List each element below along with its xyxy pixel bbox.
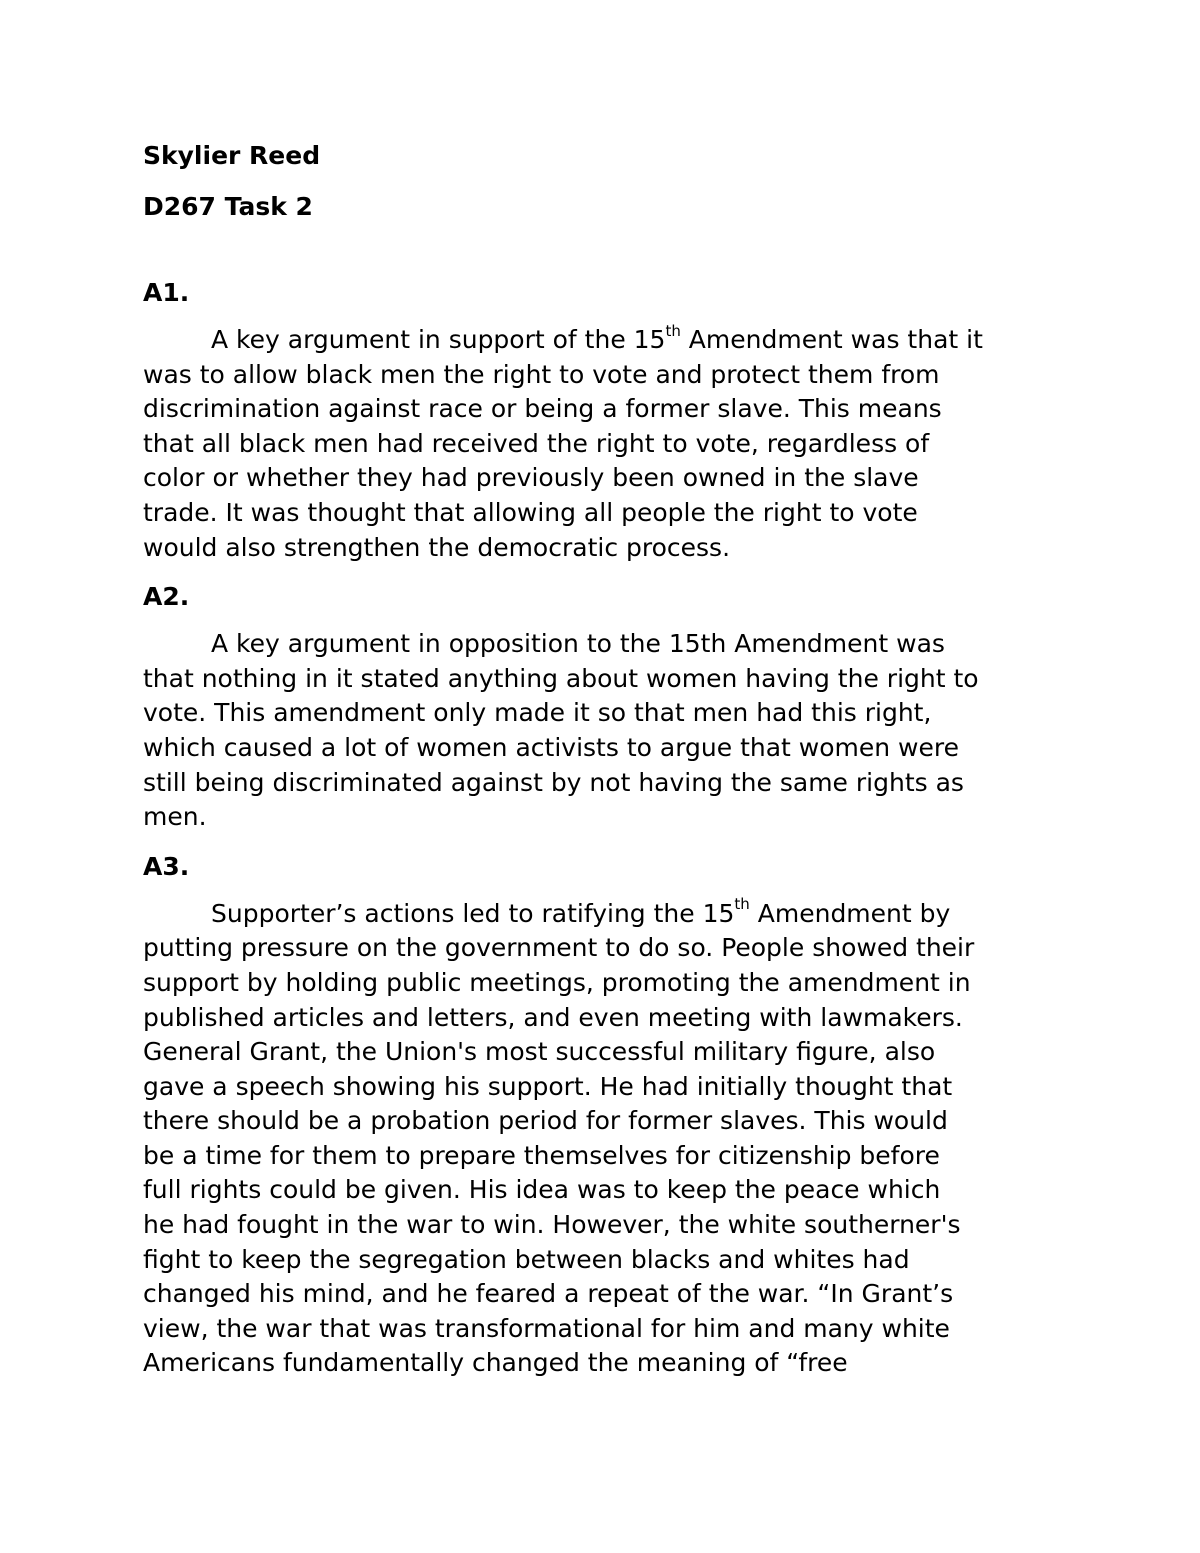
paragraph-line: Supporter’s actions led to ratifying the 15th Amendment by: [211, 895, 951, 928]
paragraph-line: trade. It was thought that allowing all people the right to vote: [143, 497, 918, 527]
section-heading-a2: A2.: [143, 582, 190, 612]
paragraph-line: A key argument in opposition to the 15th Amendment was: [211, 629, 945, 659]
paragraph-line: full rights could be given. His idea was to keep the peace which: [143, 1175, 941, 1205]
paragraph-line: gave a speech showing his support. He had initially thought that: [143, 1071, 953, 1101]
paragraph-line: which caused a lot of women activists to argue that women were: [143, 732, 959, 762]
paragraph-a3: [143, 897, 1083, 1381]
author-name: Skylier Reed: [143, 141, 321, 170]
paragraph-line: color or whether they had previously been owned in the slave: [143, 463, 919, 493]
paragraph-line: Americans fundamentally changed the meaning of “free: [143, 1348, 848, 1378]
paragraph-line: that all black men had received the right to vote, regardless of: [143, 428, 930, 458]
paragraph-line: changed his mind, and he feared a repeat of the war. “In Grant’s: [143, 1279, 954, 1309]
paragraph-line: men.: [143, 802, 207, 832]
paragraph-line: General Grant, the Union's most successful military figure, also: [143, 1037, 936, 1067]
spacer: [143, 240, 1083, 275]
paragraph-line: would also strengthen the democratic process.: [143, 532, 731, 562]
paragraph-a1: [143, 323, 1083, 565]
paragraph-line: still being discriminated against by not having the same rights as: [143, 767, 964, 797]
superscript: th: [665, 321, 681, 340]
paragraph-line: view, the war that was transformational for him and many white: [143, 1313, 950, 1343]
superscript: th: [734, 895, 750, 914]
course-title: D267 Task 2: [143, 192, 313, 221]
paragraph-line: support by holding public meetings, promoting the amendment in: [143, 967, 971, 997]
paragraph-line: was to allow black men the right to vote and protect them from: [143, 359, 940, 389]
paragraph-line: published articles and letters, and even meeting with lawmakers.: [143, 1002, 963, 1032]
paragraph-line: be a time for them to prepare themselves for citizenship before: [143, 1140, 940, 1170]
paragraph-a2: [143, 627, 1083, 835]
paragraph-line: putting pressure on the government to do so. People showed their: [143, 933, 975, 963]
paragraph-line: A key argument in support of the 15th Amendment was that it: [211, 321, 983, 354]
section-heading-a1: A1.: [143, 278, 190, 307]
paragraph-line: discrimination against race or being a former slave. This means: [143, 394, 942, 424]
section-heading-a3: A3.: [143, 851, 190, 881]
document-body: [143, 138, 1083, 1395]
paragraph-line: he had fought in the war to win. However, the white southerner's: [143, 1210, 961, 1240]
paragraph-line: that nothing in it stated anything about women having the right to: [143, 663, 979, 693]
paragraph-line: vote. This amendment only made it so that men had this right,: [143, 698, 932, 728]
paragraph-line: there should be a probation period for former slaves. This would: [143, 1106, 948, 1136]
paragraph-line: fight to keep the segregation between blacks and whites had: [143, 1244, 910, 1274]
